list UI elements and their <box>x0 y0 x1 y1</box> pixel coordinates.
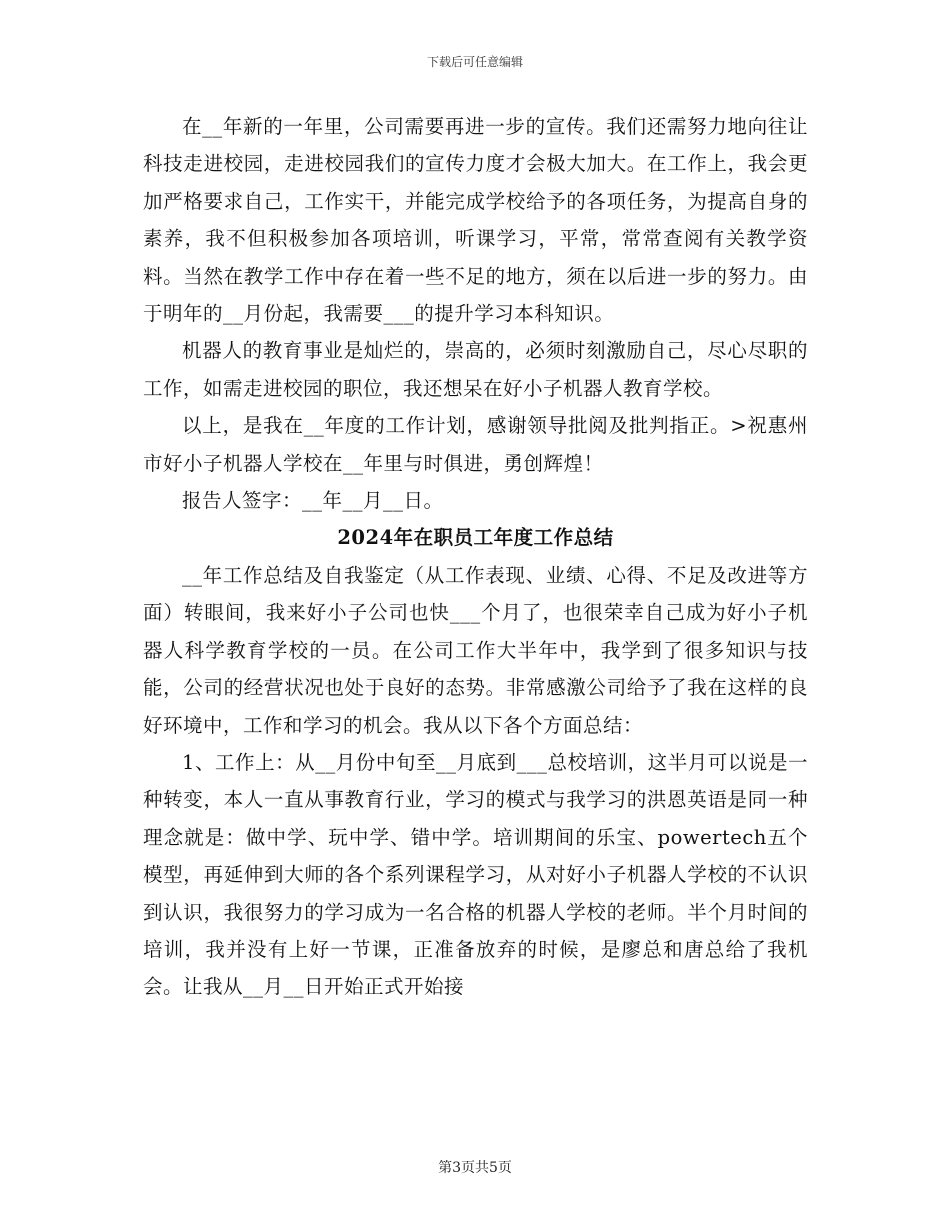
section-title: 2024年在职员工年度工作总结 <box>337 526 614 550</box>
document-body <box>143 108 808 1006</box>
paragraph: 在__年新的一年里，公司需要再进一步的宣传。我们还需努力地向往让科技走进校园，走进校园我们的宣传力度才会极大加大。在工作上，我会更加严格要求自己，工作实干，并能完成学校给予的各项任务，为提高自身的素养，我不但积极参加各项培训，听课学习，平常，常常查阅有关教学资料。当然在教学工作中存在着一些不足的地方，须在以后进一步的努力。由于明年的__月份起，我需要___的提升学习本科知识。 <box>143 115 808 326</box>
paragraph: 机器人的教育事业是灿烂的，崇高的，必须时刻激励自己，尽心尽职的工作，如需走进校园的职位，我还想呆在好小子机器人教育学校。 <box>143 339 808 400</box>
paragraph: __年工作总结及自我鉴定（从工作表现、业绩、心得、不足及改进等方面）转眼间，我来好小子公司也快___个月了，也很荣幸自己成为好小子机器人科学教育学校的一员。在公司工作大半年中，我学到了很多知识与技能，公司的经营状况也处于良好的态势。非常感激公司给予了我在这样的良好环境中，工作和学习的机会。我从以下各个方面总结： <box>143 563 808 737</box>
page-footer: 第3页共5页 <box>438 1160 512 1176</box>
signature-line: 报告人签字：__年__月__日。 <box>182 489 444 513</box>
paragraph: 以上，是我在__年度的工作计划，感谢领导批阅及批判指正。>祝惠州市好小子机器人学校在__年里与时俱进，勇创辉煌！ <box>143 414 808 475</box>
page-header: 下载后可任意编辑 <box>426 55 523 69</box>
paragraph: 1、工作上：从__月份中旬至__月底到___总校培训，这半月可以说是一种转变，本人一直从事教育行业，学习的模式与我学习的洪恩英语是同一种理念就是：做中学、玩中学、错中学。培训期间的乐宝、powertech五个模型，再延伸到大师的各个系列课程学习，从对好小子机器人学校的不认识到认识，我很努力的学习成为一名合格的机器人学校的老师。半个月时间的培训，我并没有上好一节课，正准备放弃的时候，是廖总和唐总给了我机会。让我从__月__日开始正式开始接 <box>143 750 808 999</box>
